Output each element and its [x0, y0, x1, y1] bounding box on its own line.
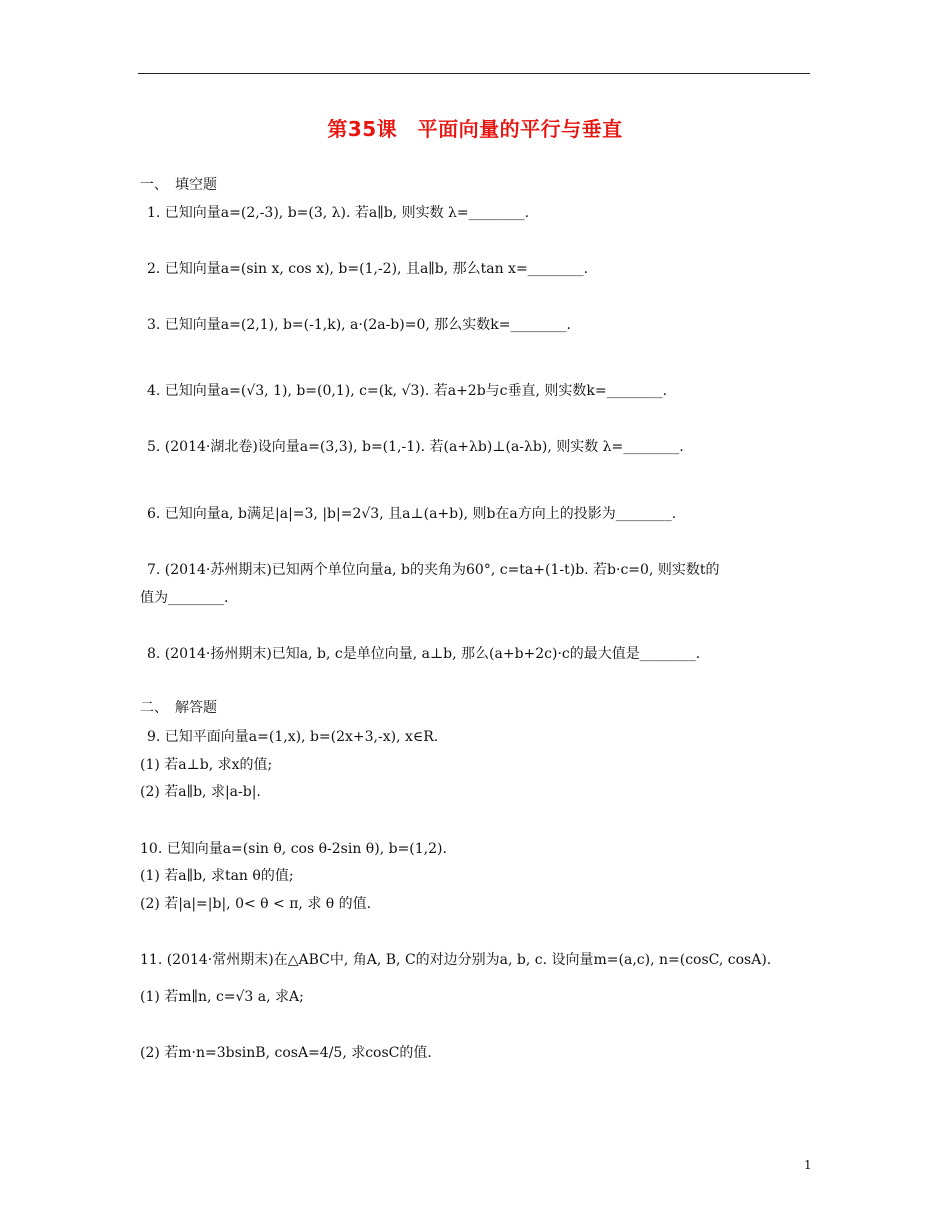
question-11-part-1: (1) 若m∥n, c=√3 a, 求A;: [140, 989, 304, 1005]
question-10-part-2: (2) 若|a|=|b|, 0< θ < π, 求 θ 的值.: [140, 896, 372, 912]
question-5: 5. (2014·湖北卷)设向量a=(3,3), b=(1,-1). 若(a+λb)⊥(a-λb), 则实数 λ=________.: [147, 439, 684, 455]
question-4: 4. 已知向量a=(√3, 1), b=(0,1), c=(k, √3). 若a+2b与c垂直, 则实数k=________.: [147, 383, 668, 399]
question-10-part-1: (1) 若a∥b, 求tan θ的值;: [140, 868, 294, 884]
question-7-line-2: 值为________.: [140, 590, 229, 606]
question-2: 2. 已知向量a=(sin x, cos x), b=(1,-2), 且a∥b, 那么tan x=________.: [147, 261, 589, 277]
question-11-part-2: (2) 若m·n=3bsinB, cosA=4/5, 求cosC的值.: [140, 1045, 432, 1061]
question-9: 9. 已知平面向量a=(1,x), b=(2x+3,-x), x∈R.: [147, 729, 439, 745]
section-fill-in: 一、 填空题: [140, 177, 217, 193]
question-10: 10. 已知向量a=(sin θ, cos θ-2sin θ), b=(1,2).: [140, 841, 447, 857]
question-1: 1. 已知向量a=(2,-3), b=(3, λ). 若a∥b, 则实数 λ=________.: [147, 205, 530, 221]
question-7-line-1: 7. (2014·苏州期末)已知两个单位向量a, b的夹角为60°, c=ta+(1-t)b. 若b·c=0, 则实数t的: [147, 562, 720, 578]
question-11: 11. (2014·常州期末)在△ABC中, 角A, B, C的对边分别为a, b, c. 设向量m=(a,c), n=(cosC, cosA).: [140, 952, 772, 968]
section-solve: 二、 解答题: [140, 700, 217, 716]
header-rule: [138, 73, 810, 74]
page-number: 1: [804, 1158, 812, 1172]
question-9-part-1: (1) 若a⊥b, 求x的值;: [140, 757, 273, 773]
question-3: 3. 已知向量a=(2,1), b=(-1,k), a·(2a-b)=0, 那么实数k=________.: [147, 317, 571, 333]
question-6: 6. 已知向量a, b满足|a|=3, |b|=2√3, 且a⊥(a+b), 则b在a方向上的投影为________.: [147, 506, 677, 522]
question-8: 8. (2014·扬州期末)已知a, b, c是单位向量, a⊥b, 那么(a+b+2c)·c的最大值是________.: [147, 646, 701, 662]
question-9-part-2: (2) 若a∥b, 求|a-b|.: [140, 784, 261, 800]
page-title: 第35课 平面向量的平行与垂直: [327, 117, 623, 141]
